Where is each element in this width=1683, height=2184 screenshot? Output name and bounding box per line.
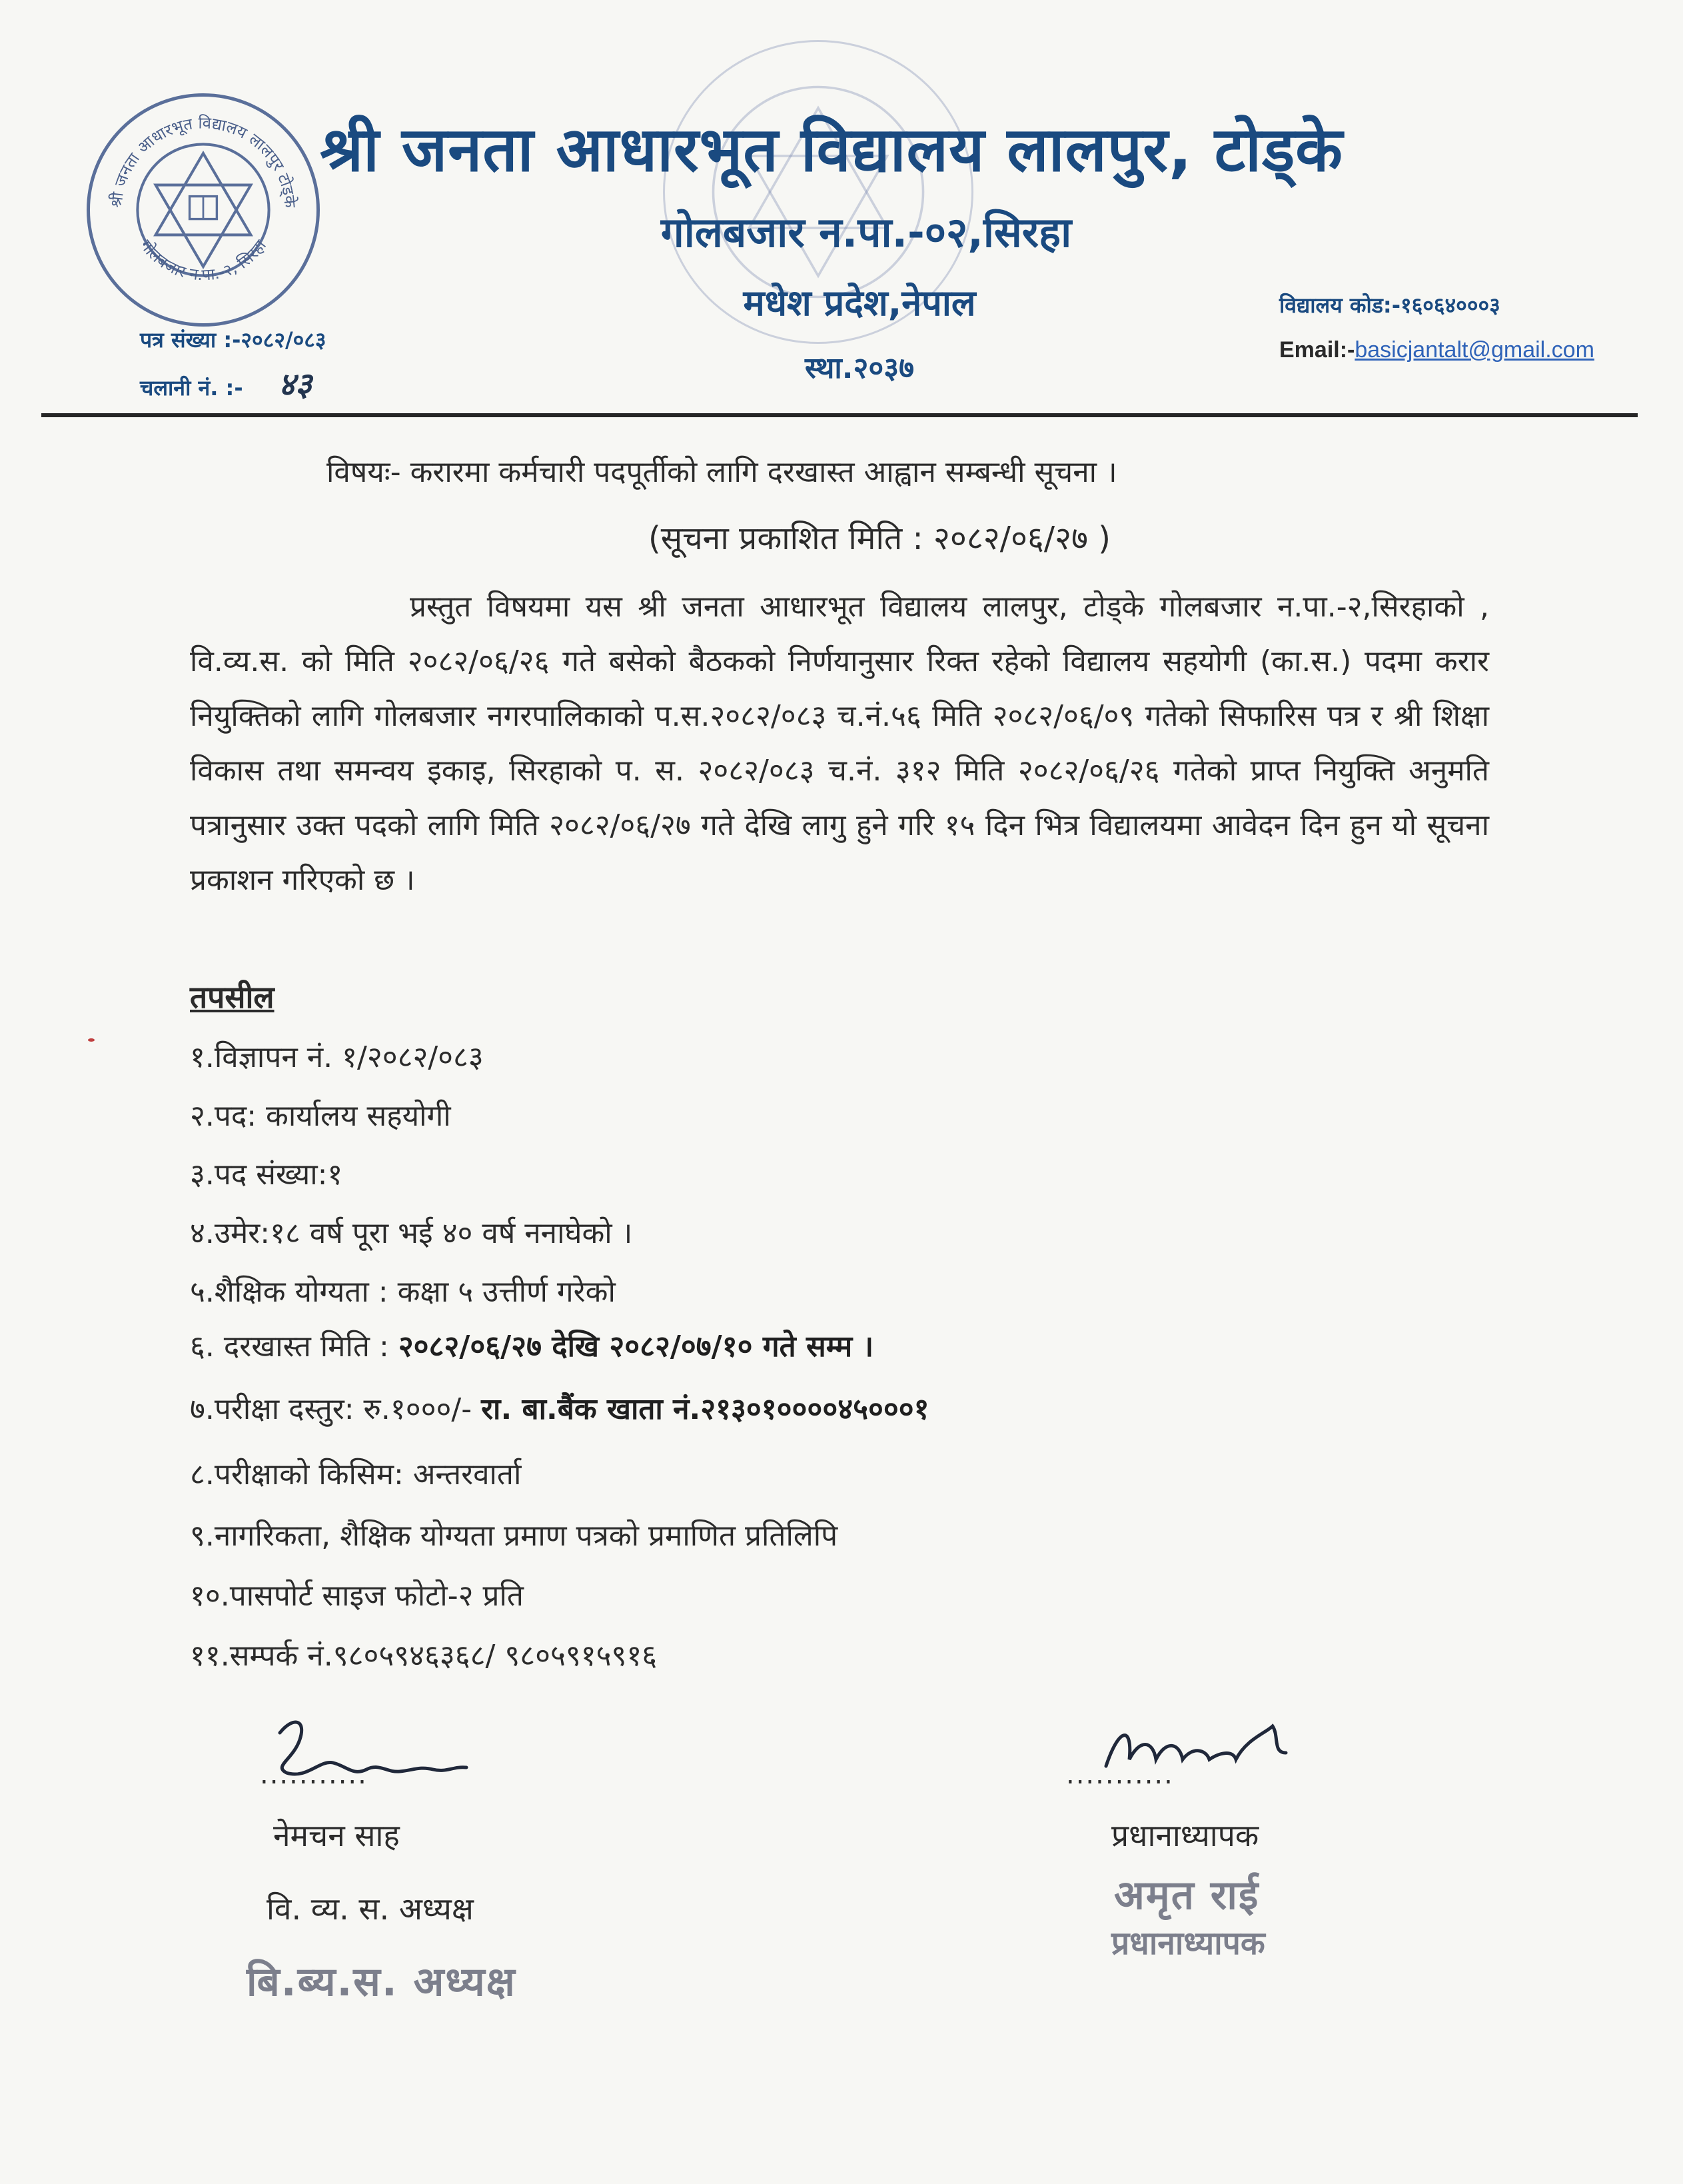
- headteacher-stamp-name: अमृत राई: [1114, 1872, 1260, 1919]
- ink-speck: [88, 1038, 95, 1042]
- publication-date: (सूचना प्रकाशित मिति : २०८२/०६/२७ ): [648, 520, 1111, 557]
- chairperson-stamp: बि.ब्य.स. अध्यक्ष: [247, 1959, 516, 2005]
- svg-text:श्री जनता आधारभूत विद्यालय लाल: श्री जनता आधारभूत विद्यालय लालपुर टोड्के: [107, 113, 300, 209]
- established-year: स्था.२०३७: [805, 351, 914, 385]
- bank-account-value: रा. बा.बैंक खाता नं.२१३०१००००४५०००१: [481, 1392, 929, 1426]
- detail-item: ५.शैक्षिक योग्यता : कक्षा ५ उत्तीर्ण गरेको: [190, 1275, 616, 1309]
- detail-item: ८.परीक्षाको किसिम: अन्तरवार्ता: [190, 1458, 522, 1492]
- school-name: श्री जनता आधारभूत विद्यालय लालपुर, टोड्के: [320, 114, 1343, 185]
- detail-item: ४.उमेर:१८ वर्ष पूरा भई ४० वर्ष ननाघेको ।: [190, 1216, 633, 1250]
- detail-item: २.पद: कार्यालय सहयोगी: [190, 1099, 451, 1133]
- headteacher-signature-line: ...........: [1066, 1759, 1174, 1790]
- headteacher-title: प्रधानाध्यापक: [1111, 1817, 1259, 1853]
- details-title: तपसील: [190, 979, 275, 1015]
- application-date-value: २०८२/०६/२७ देखि २०८२/०७/१० गते सम्म ।: [398, 1330, 874, 1364]
- chairperson-name: नेमचन साह: [273, 1817, 400, 1853]
- email-line: [1279, 337, 1594, 363]
- headteacher-stamp-title: प्रधानाध्यापक: [1111, 1925, 1265, 1962]
- school-seal: [87, 93, 320, 327]
- detail-item-exam-fee: [190, 1388, 929, 1428]
- header-divider: [41, 413, 1638, 417]
- email-link[interactable]: basicjantalt@gmail.com: [1355, 337, 1594, 363]
- detail-item-contact: ११.सम्पर्क नं.९८०५९४६३६८/ ९८०५९१५९१६: [190, 1639, 658, 1673]
- notice-body-text: प्रस्तुत विषयमा यस श्री जनता आधारभूत विद्यालय लालपुर, टोड्के गोलबजार न.पा.-२,सिरहाको , वि.व्य.स. को मिति २०८२/०६/२६ गते बसेको बैठकको निर्णयानुसार रिक्त रहेको विद्यालय सहयोगी (का.स.) पदमा करार नियुक्तिको लागि गोलबजार नगरपालिकाको प.स.२०८२/०८३ च.नं.५६ मिति २०८२/०६/०९ गतेको सिफारिस पत्र र श्री शिक्षा विकास तथा समन्वय इकाइ, सिरहाको प. स. २०८२/०८३ च.नं. ३१२ मिति २०८२/०६/२६ गतेको प्राप्त नियुक्ति अनुमति पत्रानुसार उक्त पदको लागि मिति २०८२/०६/२७ गते देखि लागु हुने गरि १५ दिन भित्र विद्यालयमा आवेदन दिन हुन यो सूचना प्रकाशन गरिएको छ ।: [190, 590, 1489, 897]
- notice-subject: विषयः- करारमा कर्मचारी पदपूर्तीको लागि दरखास्त आह्वान सम्बन्धी सूचना ।: [326, 455, 1117, 489]
- detail-item-application-date: [190, 1325, 873, 1365]
- school-address-municipality: गोलबजार न.पा.-०२,सिरहा: [660, 208, 1072, 257]
- exam-fee-label: ७.परीक्षा दस्तुर: रु.१०००/-: [190, 1392, 482, 1426]
- school-code: विद्यालय कोड:-१६०६४०००३: [1279, 293, 1500, 318]
- detail-item: ९.नागरिकता, शैक्षिक योग्यता प्रमाण पत्रको प्रमाणित प्रतिलिपि: [190, 1519, 838, 1553]
- detail-item: ३.पद संख्या:१: [190, 1158, 343, 1192]
- application-date-label: ६. दरखास्त मिति :: [190, 1330, 398, 1364]
- dispatch-number-handwritten: ४३: [279, 366, 312, 403]
- dispatch-number-label: चलानी नं. :-: [140, 375, 243, 401]
- svg-text:गोलबजार न.पा.-२, सिरहा: गोलबजार न.पा.-२, सिरहा: [136, 236, 271, 285]
- notice-body: [190, 580, 1489, 908]
- chairperson-signature-line: ...........: [260, 1759, 368, 1790]
- school-address-province: मधेश प्रदेश,नेपाल: [743, 282, 976, 324]
- email-label: Email:-: [1279, 337, 1355, 363]
- chairperson-title: वि. व्य. स. अध्यक्ष: [267, 1891, 474, 1927]
- detail-item: १.विज्ञापन नं. १/२०८२/०८३: [190, 1040, 484, 1074]
- detail-item: १०.पासपोर्ट साइज फोटो-२ प्रति: [190, 1579, 524, 1613]
- letter-number: पत्र संख्या :-२०८२/०८३: [140, 327, 326, 353]
